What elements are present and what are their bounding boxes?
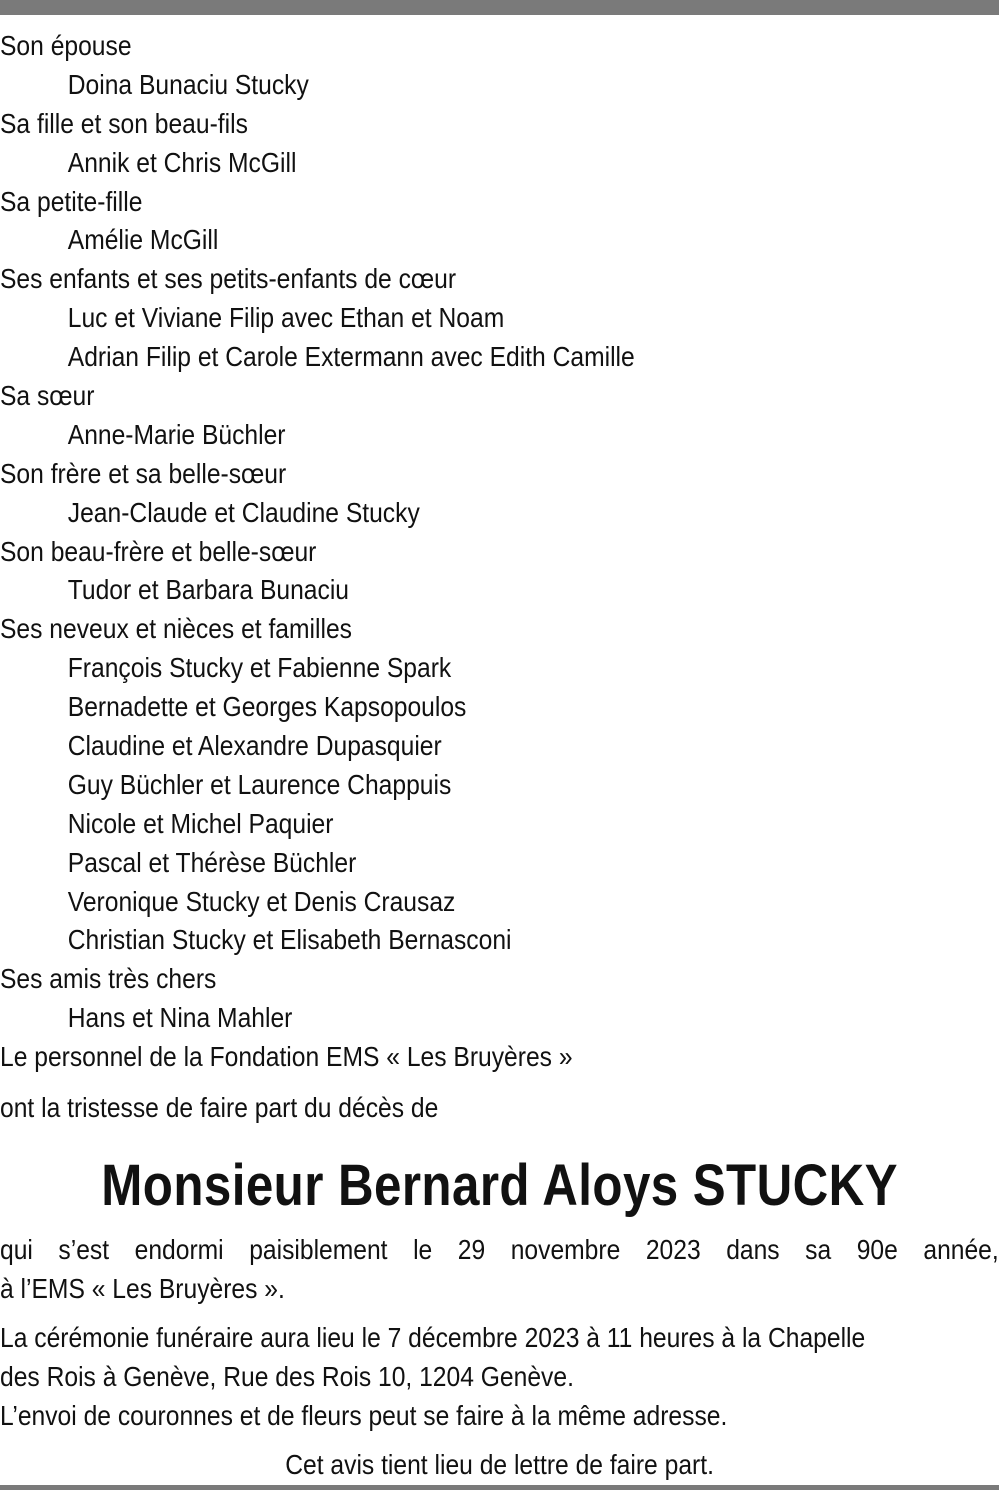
family-member: Christian Stucky et Elisabeth Bernasconi xyxy=(67,924,512,956)
family-role: Ses neveux et nièces et familles xyxy=(0,613,352,645)
family-member: Anne-Marie Büchler xyxy=(67,418,286,450)
family-role: Ses enfants et ses petits-enfants de cœur xyxy=(0,263,457,295)
word: 2023 xyxy=(645,1233,701,1265)
word: le xyxy=(413,1233,433,1265)
family-member: Amélie McGill xyxy=(67,224,219,256)
paragraph-ceremony-line-3: L’envoi de couronnes et de fleurs peut se faire à la même adresse. xyxy=(0,1399,728,1431)
family-member: Nicole et Michel Paquier xyxy=(67,807,334,839)
family-member: Pascal et Thérèse Büchler xyxy=(67,846,357,878)
family-member: Jean-Claude et Claudine Stucky xyxy=(67,496,420,528)
closing-note xyxy=(0,1445,999,1484)
word: s’est xyxy=(58,1233,110,1265)
paragraph-passing xyxy=(0,1230,999,1308)
family-member: Annik et Chris McGill xyxy=(67,146,297,178)
paragraph-ceremony-line-1: La cérémonie funéraire aura lieu le 7 décembre 2023 à 11 heures à la Chapelle xyxy=(0,1321,866,1353)
deceased-name-text: Monsieur Bernard Aloys STUCKY xyxy=(101,1152,898,1218)
word: 90e xyxy=(856,1233,898,1265)
closing-note-text: Cet avis tient lieu de lettre de faire part. xyxy=(285,1448,714,1480)
family-member: Doina Bunaciu Stucky xyxy=(67,68,309,100)
word: paisiblement xyxy=(249,1233,388,1265)
paragraph-ceremony xyxy=(0,1318,879,1435)
top-border-rule xyxy=(0,0,999,15)
intro-text: ont la tristesse de faire part du décès de xyxy=(0,1092,439,1124)
word: dans xyxy=(726,1233,780,1265)
family-member: Hans et Nina Mahler xyxy=(67,1002,293,1034)
family-member: Tudor et Barbara Bunaciu xyxy=(67,574,350,606)
family-role: Ses amis très chers xyxy=(0,963,217,995)
word: année, xyxy=(923,1233,999,1265)
word: qui xyxy=(0,1233,33,1265)
family-role: Son épouse xyxy=(0,30,132,61)
family-member: Luc et Viviane Filip avec Ethan et Noam xyxy=(67,302,505,334)
family-role: Sa sœur xyxy=(0,380,95,412)
paragraph-ceremony-line-2: des Rois à Genève, Rue des Rois 10, 1204 Genève. xyxy=(0,1360,574,1392)
family-list xyxy=(0,27,999,1038)
family-member: François Stucky et Fabienne Spark xyxy=(67,652,452,684)
family-member: Claudine et Alexandre Dupasquier xyxy=(67,730,442,762)
word: novembre xyxy=(510,1233,621,1265)
family-role: Son beau-frère et belle-sœur xyxy=(0,535,317,567)
deceased-name xyxy=(0,1150,999,1222)
staff-line: Le personnel de la Fondation EMS « Les Bruyères » xyxy=(0,1041,573,1073)
word: 29 xyxy=(457,1233,486,1265)
family-member: Adrian Filip et Carole Extermann avec Edith Camille xyxy=(67,341,635,373)
paragraph-passing-line-2: à l’EMS « Les Bruyères ». xyxy=(0,1272,285,1304)
word: endormi xyxy=(134,1233,224,1265)
family-role: Sa fille et son beau-fils xyxy=(0,107,248,139)
family-member: Bernadette et Georges Kapsopoulos xyxy=(67,691,467,723)
word: sa xyxy=(805,1233,832,1265)
family-role: Sa petite-fille xyxy=(0,185,143,217)
obituary-notice xyxy=(0,27,999,1484)
family-role: Son frère et sa belle-sœur xyxy=(0,457,287,489)
paragraph-passing-line-1 xyxy=(0,1230,999,1269)
family-member: Veronique Stucky et Denis Crausaz xyxy=(67,885,456,917)
family-member: Guy Büchler et Laurence Chappuis xyxy=(67,768,452,800)
bottom-border-rule xyxy=(0,1485,999,1490)
